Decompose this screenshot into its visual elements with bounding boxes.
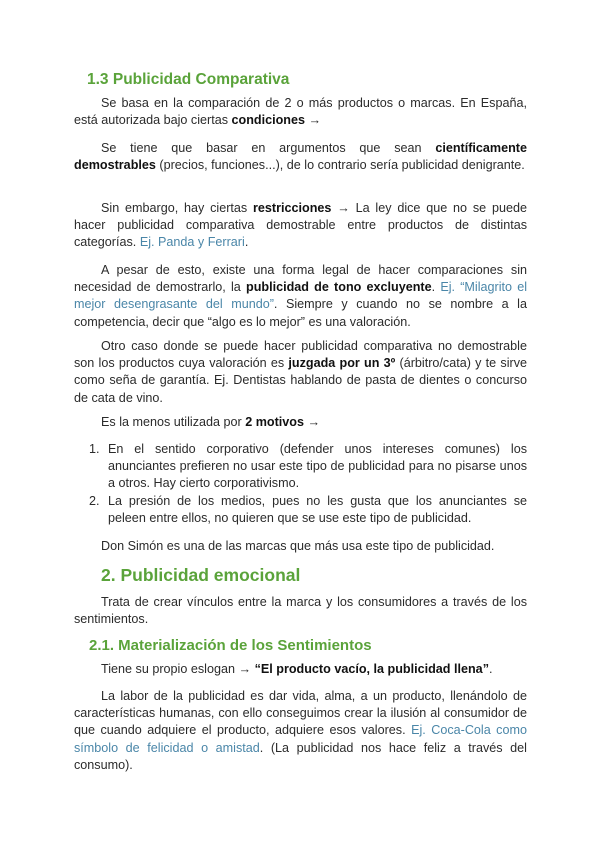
paragraph-1-3-excluyente: A pesar de esto, existe una forma legal de hacer comparaciones sin necesidad de demostrarlo, la publicidad de tono excluyente. Ej. “Milagrito el mejor desengrasante del mundo”. Siempre y cuando no se nombre a la competencia, decir que “algo es lo mejor” es una valoración.: [74, 263, 527, 329]
paragraph-1-3-third-party: Otro caso donde se puede hacer publicidad comparativa no demostrable son los productos cuya valoración es juzgada por un 3º (árbitro/cata) y te sirve como seña de garantía. Ej. Dentistas hablando de pasta de dientes o concurso de cata de vino.: [74, 339, 527, 405]
paragraph-2-intro: Trata de crear vínculos entre la marca y los consumidores a través de los sentimientos.: [74, 595, 527, 627]
paragraph-2-1-labor: La labor de la publicidad es dar vida, alma, a un producto, llenándolo de características humanas, con ello conseguimos crear la ilusión al consumidor de que cuando adquiere el producto, adquiere esos valores. Ej. Coca-Cola como símbolo de felicidad o amistad. (La publicidad nos hace feliz a través del consumo).: [74, 689, 527, 772]
example-link[interactable]: Ej. “Milagrito el mejor desengrasante del mundo”: [74, 280, 527, 312]
motives-list: [74, 441, 527, 527]
paragraph-1-3-restrictions: Sin embargo, hay ciertas restricciones → La ley dice que no se puede hacer publicidad comparativa demostrable entre productos de distintas categorías. Ej. Panda y Ferrari.: [74, 201, 527, 250]
section-heading-1-3: 1.3 Publicidad Comparativa: [87, 71, 290, 88]
section-heading-2: 2. Publicidad emocional: [101, 565, 301, 585]
list-item: 1. En el sentido corporativo (defender unos intereses comunes) los anunciantes prefieren no usar este tipo de publicidad para no pisarse unos a otros. Hay cierto corporativismo.: [89, 442, 527, 491]
list-item: 2. La presión de los medios, pues no les gusta que los anunciantes se peleen entre ellos, no quieren que se use este tipo de publicidad.: [89, 493, 527, 525]
section-heading-2-1: 2.1. Materialización de los Sentimientos: [89, 637, 372, 654]
paragraph-1-3-arguments: Se tiene que basar en argumentos que sean científicamente demostrables (precios, funciones...), de lo contrario sería publicidad denigrante.: [74, 141, 527, 173]
paragraph-1-3-intro: Se basa en la comparación de 2 o más productos o marcas. En España, está autorizada bajo ciertas condiciones →: [74, 96, 527, 128]
example-link[interactable]: Ej. Coca-Cola como símbolo de felicidad o amistad: [74, 723, 527, 755]
example-link[interactable]: Ej. Panda y Ferrari: [139, 235, 245, 250]
paragraph-2-1-slogan: Tiene su propio eslogan → “El producto vacío, la publicidad llena”.: [101, 662, 493, 676]
paragraph-1-3-motives: Es la menos utilizada por 2 motivos →: [101, 415, 321, 429]
paragraph-1-3-don-simon: Don Simón es una de las marcas que más usa este tipo de publicidad.: [101, 539, 495, 553]
